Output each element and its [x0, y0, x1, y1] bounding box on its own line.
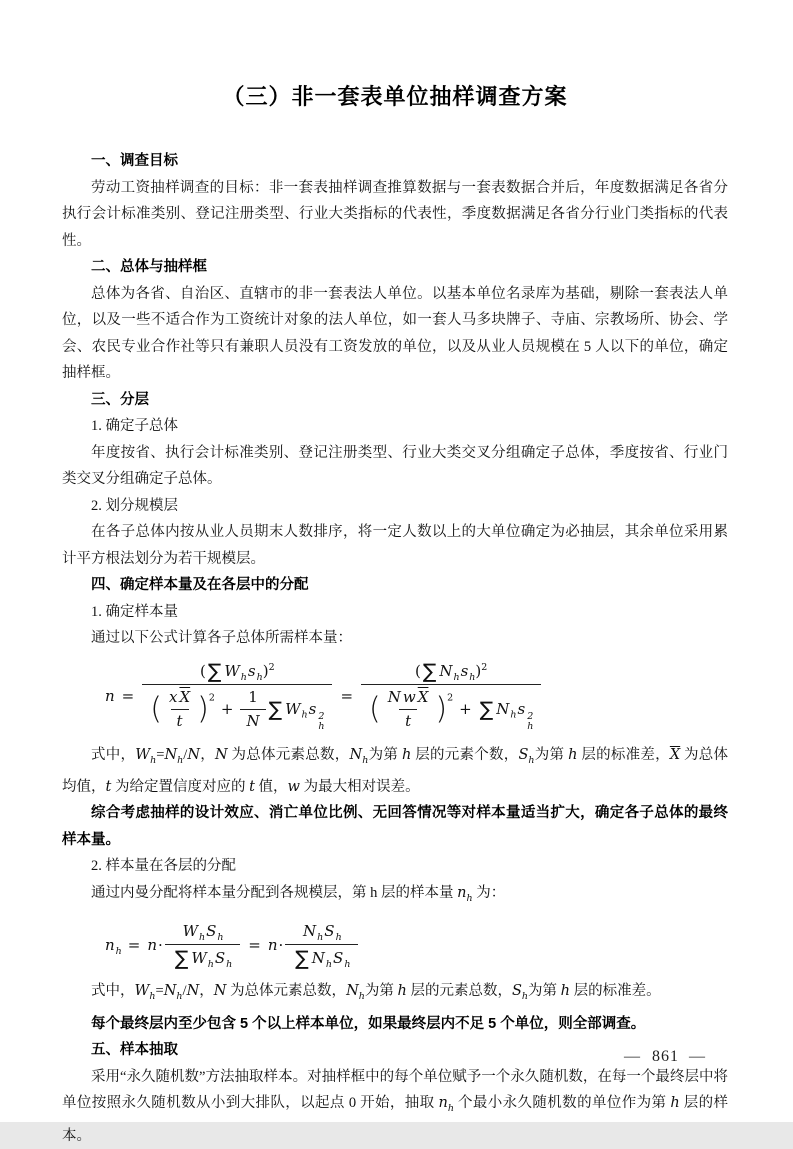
sample-size-formula: n = ( ∑ $W_hs_h)^2$ ( $\frac{x \overline{X}}{t}$ )$^2$+ $\frac{1}{N}$ ∑ $W_hs$ 2 h = ( ∑ $N_hs_h)^2$ ( $\frac{N w \overline{X}}{t}$ )$^2$+ ∑ $N_hs$ 2 h	[104, 657, 728, 737]
section-3-paragraph-2: 在各子总体内按从业人员期末人数排序，将一定人数以上的大单位确定为必抽层，其余单位采用累计平方根法划分为若干规模层。	[62, 524, 728, 567]
section-4-subitem-2: 2. 样本量在各层的分配	[91, 858, 236, 875]
page-number	[624, 1048, 707, 1066]
section-4-bold-note-1: 综合考虑抽样的设计效应、消亡单位比例、无回答情况等对样本量适当扩大，确定各子总体的最终样本量。	[62, 805, 728, 848]
sum-icon: ∑	[268, 696, 283, 721]
section-1-paragraph: 劳动工资抽样调查的目标：非一套表抽样调查推算数据与一套表数据合并后，年度数据满足各省分执行会计标准类别、登记注册类型、行业大类指标的代表性，季度数据满足各省分行业门类指标的代表性。	[62, 179, 728, 249]
section-1-heading: 一、调查目标	[91, 153, 178, 169]
fraction-weighted: $\frac{W_hS_h}{\sum W_hS_h}$	[165, 922, 240, 968]
sum-icon: ∑	[174, 946, 189, 971]
page-number-dash-right: —	[689, 1048, 707, 1065]
right-paren: )	[435, 691, 448, 727]
page-title: （三）非一套表单位抽样调查方案	[222, 84, 568, 109]
section-3-paragraph-1: 年度按省、执行会计标准类别、登记注册类型、行业大类交叉分组确定子总体，季度按省、行业门类交叉分组确定子总体。	[62, 444, 728, 487]
formula-2-note: 式中，$W_h=N_h/N$，N 为总体元素总数，$N_h$为第 h 层的元素总数，$S_h$为第 h 层的标准差。	[91, 983, 661, 1003]
formula-lhs: n	[105, 687, 115, 706]
section-4-paragraph-2: 通过内曼分配将样本量分配到各规模层，第 h 层的样本量 $n_h$ 为：	[91, 884, 506, 904]
page-number-value: 861	[652, 1048, 679, 1065]
section-2-heading: 二、总体与抽样框	[91, 259, 207, 275]
section-5-heading: 五、样本抽取	[91, 1042, 178, 1059]
section-3-subitem-1: 1. 确定子总体	[91, 418, 178, 434]
page-number-dash-left: —	[624, 1048, 642, 1065]
document-body	[62, 148, 728, 1149]
sum-icon: ∑	[422, 659, 437, 684]
section-4-paragraph-1: 通过以下公式计算各子总体所需样本量：	[91, 630, 352, 646]
fraction-counts: ( ∑ $N_hs_h)^2$ ( $\frac{N w \overline{X}}{t}$ )$^2$+ ∑ $N_hs$ 2 h	[361, 661, 541, 731]
sum-icon: ∑	[295, 946, 309, 971]
fraction-counts: $\frac{N_hS_h}{\sum N_hS_h}$	[285, 922, 358, 968]
section-4-bold-note-2: 每个最终层内至少包含 5 个以上样本单位，如果最终层内不足 5 个单位，则全部调查。	[91, 1015, 646, 1032]
formula-1-note: 式中，$W_h=N_h/N$，N 为总体元素总数，$N_h$为第 h 层的元素个数，$S_h$为第 h 层的标准差，$\overline{X}$ 为总体均值，t 为给定置信度对应的 t 值，w 为最大相对误差。	[62, 746, 729, 795]
left-paren: (	[150, 691, 162, 727]
section-2-paragraph: 总体为各省、自治区、直辖市的非一套表法人单位。以基本单位名录库为基础，剔除一套表法人单位，以及一些不适合作为工资统计对象的法人单位，如一套人马多块牌子、寺庙、宗教场所、协会、学会、农民专业合作社等只有兼职人员没有工资发放的单位，以及从业人员规模在 5 人以下的单位，确定抽样框。	[62, 285, 728, 381]
left-paren: (	[369, 691, 381, 727]
section-3-heading: 三、分层	[91, 391, 149, 408]
section-3-subitem-2: 2. 划分规模层	[91, 497, 178, 514]
allocation-formula: $n_h$ = n· $\frac{W_hS_h}{\sum W_hS_h}$ = n· $\frac{N_hS_h}{\sum N_hS_h}$	[104, 917, 728, 973]
formula-lhs: $n_h$	[105, 935, 122, 957]
section-4-subitem-1: 1. 确定样本量	[91, 603, 178, 620]
section-5-paragraph: 采用“永久随机数”方法抽取样本。对抽样框中的每个单位赋予一个永久随机数，在每一个最终层中将单位按照永久随机数从小到大排队，以起点 0 开始，抽取 $n_h$ 个最小永久随机数的单位作为第 h 层的样本。	[62, 1068, 729, 1144]
right-paren: )	[197, 691, 209, 727]
sum-icon: ∑	[207, 659, 222, 684]
sum-icon: ∑	[479, 696, 494, 721]
section-4-heading: 四、确定样本量及在各层中的分配	[91, 577, 309, 593]
fraction-weighted: ( ∑ $W_hs_h)^2$ ( $\frac{x \overline{X}}{t}$ )$^2$+ $\frac{1}{N}$ ∑ $W_hs$ 2 h	[142, 661, 332, 731]
